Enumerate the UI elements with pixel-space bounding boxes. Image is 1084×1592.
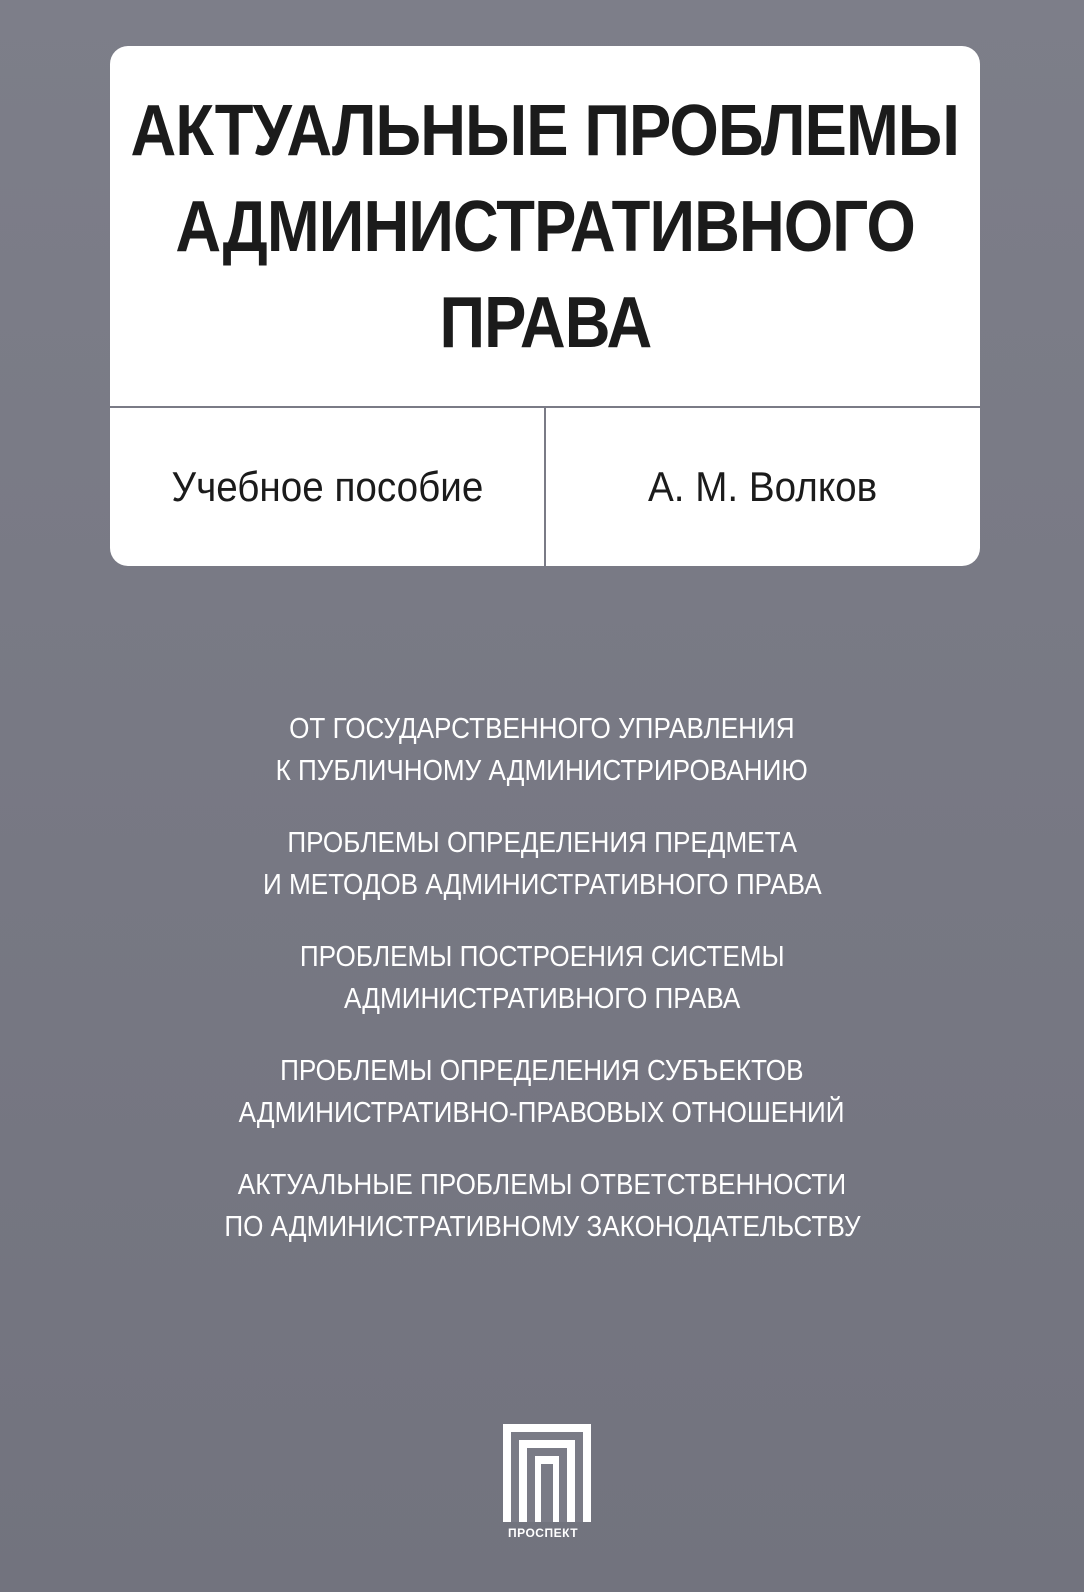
publisher-logo-icon: [503, 1424, 591, 1522]
topic-line: К ПУБЛИЧНОМУ АДМИНИСТРИРОВАНИЮ: [275, 755, 809, 787]
topic-item: [246, 708, 837, 792]
topic-line: АКТУАЛЬНЫЕ ПРОБЛЕМЫ ОТВЕТСТВЕННОСТИ: [237, 1169, 847, 1201]
title-card: [110, 46, 980, 566]
book-type-cell: [110, 408, 544, 566]
topic-line: ПРОБЛЕМЫ ОПРЕДЕЛЕНИЯ ПРЕДМЕТА: [287, 827, 797, 859]
title-line: АКТУАЛЬНЫЕ ПРОБЛЕМЫ: [130, 91, 960, 171]
author-cell: [546, 408, 980, 566]
publisher-name: ПРОСПЕКТ: [507, 1526, 579, 1540]
topic-item: [189, 1164, 896, 1248]
topic-line: ПРОБЛЕМЫ ПОСТРОЕНИЯ СИСТЕМЫ: [299, 941, 785, 973]
book-type: Учебное пособие: [171, 463, 483, 510]
topic-line: АДМИНИСТРАТИВНО-ПРАВОВЫХ ОТНОШЕНИЙ: [239, 1097, 845, 1129]
title-line: АДМИНИСТРАТИВНОГО: [175, 187, 915, 267]
topic-item: [232, 822, 853, 906]
book-title: [110, 46, 980, 408]
topic-line: АДМИНИСТРАТИВНОГО ПРАВА: [343, 983, 741, 1015]
topic-line: ПРОБЛЕМЫ ОПРЕДЕЛЕНИЯ СУБЪЕКТОВ: [280, 1055, 804, 1087]
topic-item: [273, 936, 812, 1020]
topics-list: [0, 708, 1084, 1278]
topic-line: И МЕТОДОВ АДМИНИСТРАТИВНОГО ПРАВА: [262, 869, 822, 901]
topic-line: ОТ ГОСУДАРСТВЕННОГО УПРАВЛЕНИЯ: [289, 713, 795, 745]
topic-line: ПО АДМИНИСТРАТИВНОМУ ЗАКОНОДАТЕЛЬСТВУ: [223, 1211, 861, 1243]
title-line: ПРАВА: [439, 283, 651, 363]
book-author: А. М. Волков: [648, 463, 878, 510]
topic-item: [205, 1050, 878, 1134]
